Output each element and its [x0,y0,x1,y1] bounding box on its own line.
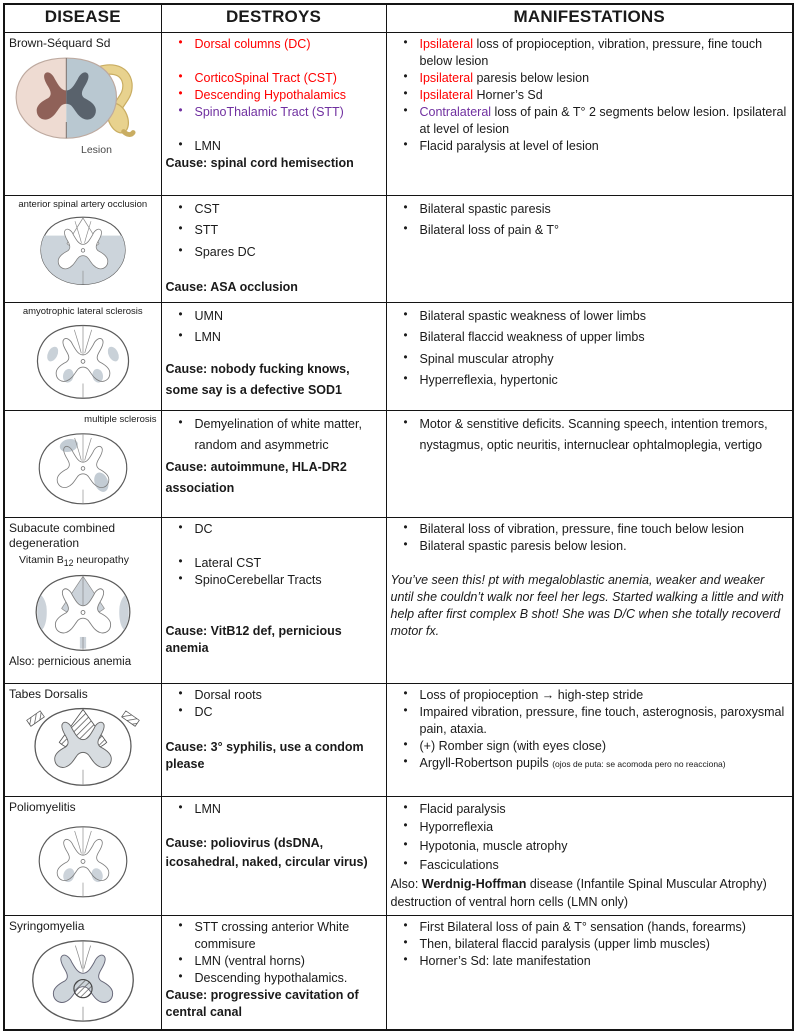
destroys-item: • Spares DC [166,242,382,264]
destroys-item: • STT crossing anterior White commisure [166,919,382,953]
disease-cell [4,683,161,796]
cause-line: Cause: autoimmune, HLA-DR2 association [165,459,347,495]
als-diagram [31,319,135,403]
disease-title: anterior spinal artery occlusion [18,198,148,210]
row-syringomyelia [4,916,793,1030]
destroys-cell [161,517,386,683]
disease-footnote: Also: pernicious anemia [9,656,132,669]
disease-title: Subacute combined degeneration [9,520,116,550]
subacute-combined-degeneration-diagram [20,571,146,653]
manifestation-item: • Bilateral loss of vibration, pressure, fine touch below lesion [391,521,789,538]
destroys-item: • Demyelination of white matter, random and asymmetric [166,414,382,457]
manifestation-item: • Hypotonia, muscle atrophy [391,837,789,856]
destroys-cell [161,683,386,796]
clinical-note: You’ve seen this! pt with megaloblastic anemia, weaker and weaker until she couldn’t walk nor feel her legs. Started walking a little and with help after first complex B shot! She was D/C when she totally recoverd motor fx. [390,572,784,638]
manifestation-item: • Fasciculations [391,856,789,875]
disease-cell [4,32,161,195]
disease-cell [4,410,161,517]
disease-title: Tabes Dorsalis [9,686,88,701]
disease-cell [4,195,161,302]
manifestation-item: • Impaired vibration, pressure, fine touch, asterognosis, paroxysmal pain, ataxia. [391,704,789,738]
row-asa-occlusion [4,195,793,302]
manifestations-cell [386,195,793,302]
destroys-cell [161,916,386,1030]
manifestation-item: • Ipsilateral loss of propioception, vibration, pressure, fine touch below lesion [391,36,789,70]
destroys-item: • DC [166,521,382,538]
manifestation-item: • Spinal muscular atrophy [391,349,789,371]
manifestation-item: • Ipsilateral Horner’s Sd [391,87,789,104]
row-multiple-sclerosis [4,410,793,517]
disease-cell [4,916,161,1030]
destroys-item: • SpinoCerebellar Tracts [166,572,382,589]
destroys-item: • Dorsal roots [166,687,382,704]
row-brown-sequard [4,32,793,195]
destroys-item: • Lateral CST [166,555,382,572]
disease-title: Poliomyelitis [9,799,76,814]
manifestations-cell [386,517,793,683]
header-row [4,4,793,32]
manifestation-item: • Argyll-Robertson pupils (ojos de puta: se acomoda pero no reacciona) [391,755,789,772]
destroys-item: • CorticoSpinal Tract (CST) [166,70,382,87]
manifestation-item: • Hyporreflexia [391,818,789,837]
cause-line: Cause: ASA occlusion [165,280,298,294]
cause-line: Cause: poliovirus (dsDNA, icosahedral, naked, circular virus) [165,836,368,869]
manifestation-item: • Contralateral loss of pain & T° 2 segments below lesion. Ipsilateral at level of lesion [391,104,789,138]
cause-line: Cause: VitB12 def, pernicious anemia [165,623,342,655]
disease-cell [4,796,161,916]
destroys-item: • STT [166,220,382,242]
asa-occlusion-diagram [35,212,131,288]
destroys-item: • LMN [166,800,382,819]
tabes-dorsalis-diagram [15,704,151,788]
disease-subtitle: Vitamin $B_{12}$ neuropathy [19,553,129,568]
destroys-item: • Descending Hypothalamics [166,87,382,104]
manifestation-item: • Bilateral spastic weakness of lower limbs [391,306,789,328]
disease-title: Syringomyelia [9,919,85,933]
row-als [4,302,793,410]
disease-title: Brown-Séquard Sd [9,35,111,50]
disease-cell [4,302,161,410]
destroys-item: • LMN [166,327,382,349]
manifestation-item: • Bilateral spastic paresis [391,199,789,221]
manifestation-item: • Loss of propioception → high-step stride [391,687,789,704]
brown-sequard-diagram [9,53,157,149]
syringomyelia-diagram [24,936,142,1024]
manifestation-item: • Bilateral flaccid weakness of upper limbs [391,327,789,349]
header-manifestations: MANIFESTATIONS [386,4,793,32]
destroys-item: • DC [166,704,382,721]
destroys-cell [161,796,386,916]
destroys-cell [161,195,386,302]
destroys-item: • CST [166,199,382,221]
manifestations-cell [386,410,793,517]
cause-line: Cause: spinal cord hemisection [165,155,354,170]
lesion-caption: Lesion [81,143,112,156]
manifestations-cell [386,916,793,1030]
row-subacute-combined-degeneration [4,517,793,683]
disease-title: amyotrophic lateral sclerosis [22,305,143,317]
manifestation-item: • Motor & senstitive deficits. Scanning speech, intention tremors, nystagmus, optic neuritis, internuclear ophtalmoplegia, vertigo [391,414,789,457]
manifestation-item: • Flacid paralysis at level of lesion [391,138,789,155]
multiple-sclerosis-diagram [33,427,133,509]
header-destroys: DESTROYS [161,4,386,32]
destroys-cell [161,302,386,410]
manifestation-item: • (+) Romber sign (with eyes close) [391,738,789,755]
manifestation-item: • First Bilateral loss of pain & T° sensation (hands, forearms) [391,919,789,936]
cause-line: Cause: progressive cavitation of central canal [165,988,359,1019]
destroys-item: • SpinoThalamic Tract (STT) [166,104,382,121]
manifestation-item: • Then, bilateral flaccid paralysis (upper limb muscles) [391,936,789,953]
destroys-cell [161,410,386,517]
destroys-item: • LMN (ventral horns) [166,953,382,970]
manifestations-cell [386,683,793,796]
also-note: Also: Werdnig-Hoffman disease (Infantile Spinal Muscular Atrophy) destruction of ventral horn cells (LMN only) [390,876,767,910]
manifestation-item: • Hyperreflexia, hypertonic [391,370,789,392]
manifestation-item: • Bilateral loss of pain & T° [391,220,789,242]
manifestations-cell [386,796,793,916]
disease-cell [4,517,161,683]
disease-table [3,3,794,1031]
cause-line: Cause: 3° syphilis, use a condom please [165,739,364,771]
destroys-cell [161,32,386,195]
manifestations-cell [386,302,793,410]
row-poliomyelitis [4,796,793,916]
destroys-item: • UMN [166,306,382,328]
cause-line: Cause: nobody fucking knows, some say is a defective SOD1 [165,361,350,397]
manifestations-cell [386,32,793,195]
destroys-item: • Descending hypothalamics. [166,970,382,987]
manifestation-item: • Bilateral spastic paresis below lesion. [391,538,789,555]
disease-title: multiple sclerosis [84,413,157,425]
destroys-item: • LMN [166,138,382,155]
manifestation-item: • Flacid paralysis [391,800,789,819]
poliomyelitis-diagram [33,817,133,905]
manifestation-item: • Horner’s Sd: late manifestation [391,953,789,970]
header-disease: DISEASE [4,4,161,32]
destroys-item: • Dorsal columns (DC) [166,36,382,53]
row-tabes-dorsalis [4,683,793,796]
manifestation-item: • Ipsilateral paresis below lesion [391,70,789,87]
